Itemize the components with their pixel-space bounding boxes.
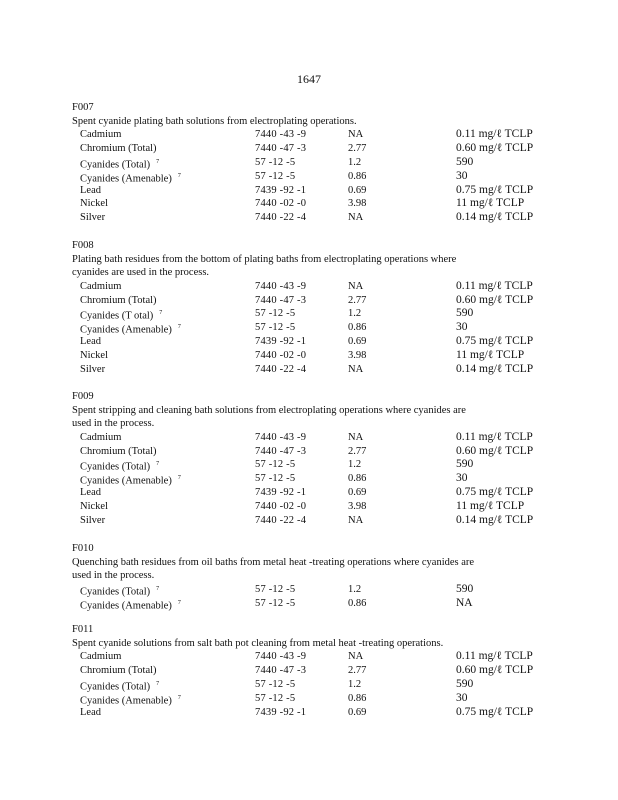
section-f008: [72, 239, 552, 376]
concentration: 3.98: [348, 500, 367, 512]
constituent-name: Lead: [80, 184, 101, 196]
treatment-standard: 0.60 mg/ℓ TCLP: [456, 444, 534, 457]
cas-number: 7440 -43 -9: [255, 129, 307, 141]
treatment-standard: 11 mg/ℓ TCLP: [456, 348, 525, 361]
waste-description-cont: used in the process.: [72, 570, 155, 582]
concentration: 2.77: [348, 143, 367, 155]
constituent-cell: [80, 431, 121, 445]
cas-number: 7439 -92 -1: [255, 336, 307, 347]
constituent-cell: [80, 211, 105, 225]
constituent-name: Nickel: [80, 198, 108, 210]
treatment-standard: 30: [456, 472, 468, 485]
constituent-row: [72, 349, 552, 363]
constituent-cell: [80, 349, 108, 363]
constituent-cell: [80, 142, 157, 156]
concentration: 2.77: [348, 665, 367, 677]
constituent-row: [72, 664, 552, 678]
concentration: 0.86: [348, 597, 367, 609]
constituent-name: Silver: [80, 363, 106, 375]
treatment-standard: 0.60 mg/ℓ TCLP: [456, 142, 534, 155]
footnote-ref: 7: [156, 461, 160, 468]
cas-number: 57 -12 -5: [255, 597, 296, 609]
constituent-row: [72, 170, 552, 184]
concentration: NA: [348, 129, 364, 141]
constituent-row: [72, 678, 552, 692]
constituent-row: [72, 486, 552, 500]
footnote-ref: 7: [177, 475, 181, 482]
constituent-table: [72, 650, 552, 719]
waste-code: F010: [72, 543, 94, 554]
treatment-standard: 0.75 mg/ℓ TCLP: [456, 183, 534, 196]
cas-number: 7440 -22 -4: [255, 514, 307, 526]
constituent-row: [72, 280, 552, 294]
constituent-row: [72, 472, 552, 486]
constituent-name: Cadmium: [80, 651, 122, 663]
constituent-cell: [80, 184, 101, 198]
constituent-name: Cadmium: [80, 431, 122, 443]
constituent-row: [72, 156, 552, 170]
constituent-name: Lead: [80, 487, 101, 498]
cas-number: 7440 -22 -4: [255, 212, 307, 224]
footnote-ref: 7: [159, 310, 163, 317]
constituent-table: [72, 583, 552, 611]
constituent-cell: [80, 650, 121, 664]
concentration: 0.86: [348, 692, 367, 704]
constituent-row: [72, 363, 552, 377]
concentration: 0.86: [348, 170, 367, 182]
treatment-standard: 0.11 mg/ℓ TCLP: [456, 650, 533, 663]
waste-description: Quenching bath residues from oil baths from metal heat -treating operations where cyanides are: [72, 557, 475, 568]
cas-number: 7440 -43 -9: [255, 431, 307, 443]
concentration: 1.2: [348, 157, 362, 168]
concentration: NA: [348, 514, 364, 526]
concentration: NA: [348, 651, 364, 663]
concentration: 1.2: [348, 583, 362, 595]
constituent-row: [72, 294, 552, 308]
constituent-cell: [80, 128, 121, 142]
footnote-ref: 7: [177, 324, 181, 331]
concentration: NA: [348, 363, 364, 375]
treatment-standard: 0.75 mg/ℓ TCLP: [456, 335, 534, 347]
constituent-row: [72, 211, 552, 225]
concentration: 3.98: [348, 349, 367, 361]
constituent-cell: [80, 514, 105, 528]
constituent-name: Cyanides (Total): [80, 159, 151, 171]
constituent-row: [72, 692, 552, 706]
constituent-name: Nickel: [80, 500, 108, 512]
constituent-row: [72, 458, 552, 472]
constituent-row: [72, 197, 552, 211]
cas-number: 57 -12 -5: [255, 157, 296, 168]
constituent-row: [72, 321, 552, 335]
concentration: 2.77: [348, 445, 367, 457]
treatment-standard: 30: [456, 691, 468, 704]
footnote-ref: 7: [156, 585, 160, 592]
cas-number: 7440 -47 -3: [255, 294, 307, 306]
cas-number: 7440 -02 -0: [255, 198, 307, 210]
concentration: 3.98: [348, 198, 367, 210]
constituent-cell: [80, 597, 181, 613]
waste-code: F008: [72, 240, 94, 251]
constituent-name: Cyanides (Amenable): [80, 600, 172, 612]
cas-number: 7440 -22 -4: [255, 363, 307, 375]
cas-number: 57 -12 -5: [255, 679, 296, 690]
footnote-ref: 7: [177, 694, 181, 701]
constituent-cell: [80, 706, 101, 720]
constituent-name: Cadmium: [80, 129, 122, 141]
concentration: 1.2: [348, 308, 362, 320]
concentration: 0.86: [348, 473, 367, 485]
treatment-standard: 0.11 mg/ℓ TCLP: [456, 128, 533, 141]
footnote-ref: 7: [156, 159, 160, 165]
treatment-standard: 11 mg/ℓ TCLP: [456, 197, 525, 210]
constituent-cell: [80, 280, 121, 294]
cas-number: 57 -12 -5: [255, 459, 296, 471]
constituent-cell: [80, 664, 157, 678]
concentration: 2.77: [348, 294, 367, 306]
cas-number: 57 -12 -5: [255, 473, 296, 485]
constituent-row: [72, 500, 552, 514]
constituent-name: Lead: [80, 336, 101, 347]
waste-description-cont: cyanides are used in the process.: [72, 267, 210, 279]
constituent-cell: [80, 500, 108, 514]
constituent-row: [72, 128, 552, 142]
treatment-standard: 0.60 mg/ℓ TCLP: [456, 293, 534, 306]
concentration: 0.69: [348, 184, 367, 196]
constituent-name: Chromium (Total): [80, 665, 157, 677]
waste-description: Plating bath residues from the bottom of plating baths from electroplating operations where: [72, 254, 457, 265]
waste-description-cont: used in the process.: [72, 418, 155, 430]
treatment-standard: NA: [456, 596, 473, 609]
footnote-ref: 7: [177, 599, 181, 606]
constituent-name: Cyanides (Total): [80, 461, 151, 473]
constituent-table: [72, 128, 552, 225]
treatment-standard: 30: [456, 169, 468, 182]
treatment-standard: 590: [456, 678, 474, 690]
constituent-cell: [80, 363, 105, 377]
constituent-cell: [80, 197, 108, 211]
constituent-name: Lead: [80, 706, 101, 718]
page-number: 1647: [297, 72, 321, 86]
section-f009: [72, 390, 552, 527]
cas-number: 7440 -02 -0: [255, 500, 307, 512]
treatment-standard: 0.14 mg/ℓ TCLP: [456, 211, 534, 224]
constituent-name: Silver: [80, 514, 106, 526]
constituent-row: [72, 307, 552, 321]
section-f010: [72, 542, 552, 610]
concentration: 1.2: [348, 459, 362, 471]
concentration: 1.2: [348, 679, 362, 690]
constituent-name: Silver: [80, 212, 106, 224]
cas-number: 57 -12 -5: [255, 322, 296, 334]
treatment-standard: 590: [456, 307, 474, 320]
constituent-cell: [80, 294, 157, 308]
waste-code: F007: [72, 102, 94, 113]
treatment-standard: 590: [456, 458, 474, 471]
footnote-ref: 7: [177, 172, 181, 179]
concentration: 0.86: [348, 322, 367, 334]
constituent-table: [72, 431, 552, 528]
cas-number: 7440 -47 -3: [255, 143, 307, 155]
waste-description: Spent cyanide solutions from salt bath pot cleaning from metal heat -treating operations.: [72, 638, 444, 649]
constituent-row: [72, 650, 552, 664]
cas-number: 7440 -02 -0: [255, 349, 307, 361]
constituent-row: [72, 706, 552, 720]
constituent-cell: [80, 335, 101, 349]
treatment-standard: 590: [456, 582, 474, 595]
treatment-standard: 590: [456, 156, 474, 168]
treatment-standard: 0.60 mg/ℓ TCLP: [456, 664, 534, 677]
constituent-name: Chromium (Total): [80, 445, 157, 457]
constituent-row: [72, 514, 552, 528]
constituent-name: Chromium (Total): [80, 294, 157, 306]
waste-description: Spent cyanide plating bath solutions from electroplating operations.: [72, 116, 357, 127]
cas-number: 7439 -92 -1: [255, 487, 307, 498]
section-f007: [72, 101, 552, 225]
constituent-name: Cyanides (Amenable): [80, 475, 172, 487]
constituent-name: Cyanides (Total): [80, 586, 151, 598]
treatment-standard: 0.11 mg/ℓ TCLP: [456, 279, 533, 292]
constituent-table: [72, 280, 552, 377]
cas-number: 7439 -92 -1: [255, 706, 307, 718]
cas-number: 57 -12 -5: [255, 583, 296, 595]
constituent-name: Chromium (Total): [80, 143, 157, 155]
constituent-name: Nickel: [80, 349, 108, 361]
treatment-standard: 0.14 mg/ℓ TCLP: [456, 362, 534, 375]
constituent-row: [72, 335, 552, 349]
constituent-name: Cadmium: [80, 280, 122, 292]
constituent-row: [72, 445, 552, 459]
waste-code: F009: [72, 391, 94, 402]
waste-code: F011: [72, 624, 94, 635]
footnote-ref: 7: [156, 681, 160, 687]
constituent-row: [72, 583, 552, 597]
cas-number: 7440 -47 -3: [255, 665, 307, 677]
section-f011: [72, 623, 552, 719]
cas-number: 7440 -43 -9: [255, 280, 307, 292]
cas-number: 57 -12 -5: [255, 308, 296, 320]
constituent-cell: [80, 486, 101, 500]
treatment-standard: 30: [456, 321, 468, 334]
cas-number: 57 -12 -5: [255, 692, 296, 704]
constituent-name: Cyanides (Amenable): [80, 173, 172, 185]
cas-number: 57 -12 -5: [255, 170, 296, 182]
waste-description: Spent stripping and cleaning bath solutions from electroplating operations where cyanides are: [72, 405, 466, 416]
constituent-row: [72, 184, 552, 198]
constituent-name: Cyanides (Amenable): [80, 695, 172, 707]
constituent-row: [72, 431, 552, 445]
constituent-name: Cyanides (Amenable): [80, 324, 172, 336]
constituent-row: [72, 142, 552, 156]
concentration: NA: [348, 280, 364, 292]
cas-number: 7440 -43 -9: [255, 651, 307, 663]
constituent-name: Cyanides (Total): [80, 681, 151, 693]
cas-number: 7439 -92 -1: [255, 184, 307, 196]
concentration: 0.69: [348, 706, 367, 718]
treatment-standard: 11 mg/ℓ TCLP: [456, 499, 525, 512]
concentration: 0.69: [348, 487, 367, 498]
treatment-standard: 0.14 mg/ℓ TCLP: [456, 513, 534, 526]
constituent-name: Cyanides (T otal): [80, 310, 154, 322]
concentration: NA: [348, 431, 364, 443]
concentration: 0.69: [348, 336, 367, 347]
cas-number: 7440 -47 -3: [255, 445, 307, 457]
treatment-standard: 0.75 mg/ℓ TCLP: [456, 486, 534, 498]
constituent-cell: [80, 445, 157, 459]
constituent-row: [72, 597, 552, 611]
concentration: NA: [348, 212, 364, 224]
treatment-standard: 0.11 mg/ℓ TCLP: [456, 430, 533, 443]
treatment-standard: 0.75 mg/ℓ TCLP: [456, 705, 534, 718]
